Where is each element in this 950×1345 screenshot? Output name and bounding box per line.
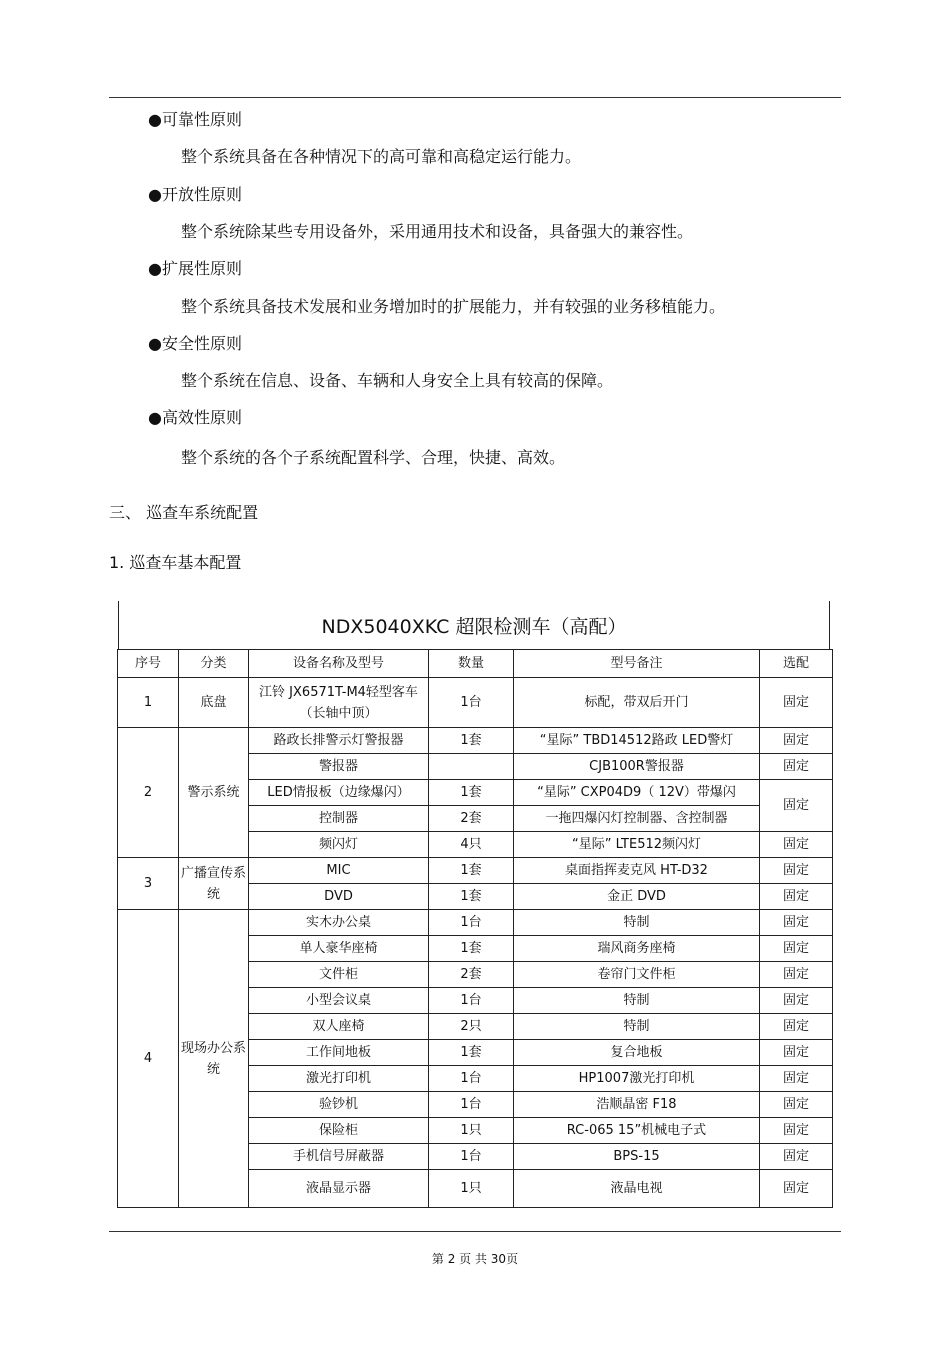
table-row xyxy=(118,910,833,936)
row-remark: CJB100R警报器 xyxy=(514,754,760,780)
row-name: 路政长排警示灯警报器 xyxy=(249,728,429,754)
row-qty: 1只 xyxy=(429,1170,514,1208)
row-opt: 固定 xyxy=(760,832,833,858)
row-qty: 1套 xyxy=(429,936,514,962)
row-qty: 1台 xyxy=(429,910,514,936)
row-qty: 1只 xyxy=(429,1118,514,1144)
principle-desc: 整个系统除某些专用设备外，采用通用技术和设备，具备强大的兼容性。 xyxy=(181,222,694,241)
row-remark: 一拖四爆闪灯控制器、含控制器 xyxy=(514,806,760,832)
row-name: 频闪灯 xyxy=(249,832,429,858)
header-cell: 数量 xyxy=(429,650,514,678)
row-name: 激光打印机 xyxy=(249,1066,429,1092)
table-row xyxy=(118,678,833,728)
row-remark: 金正 DVD xyxy=(514,884,760,910)
row-name: 单人豪华座椅 xyxy=(249,936,429,962)
table-title: NDX5040XKC 超限检测车（高配） xyxy=(118,601,830,649)
row-remark: 标配，带双后开门 xyxy=(514,678,760,728)
row-opt: 固定 xyxy=(760,1066,833,1092)
row-remark: 浩顺晶密 F18 xyxy=(514,1092,760,1118)
row-remark: “星际” TBD14512路政 LED警灯 xyxy=(514,728,760,754)
table-row xyxy=(118,858,833,884)
row-remark: 液晶电视 xyxy=(514,1170,760,1208)
principle-desc: 整个系统的各个子系统配置科学、合理，快捷、高效。 xyxy=(181,448,566,467)
row-opt: 固定 xyxy=(760,884,833,910)
row-name: 警报器 xyxy=(249,754,429,780)
row-category: 警示系统 xyxy=(179,728,249,858)
principle-title: ●扩展性原则 xyxy=(148,259,242,278)
principle-desc: 整个系统具备在各种情况下的高可靠和高稳定运行能力。 xyxy=(181,147,582,166)
row-name: DVD xyxy=(249,884,429,910)
section-heading: 三、 巡查车系统配置 xyxy=(109,503,259,522)
row-category: 广播宣传系统 xyxy=(179,858,249,910)
row-opt: 固定 xyxy=(760,780,833,832)
row-qty: 1台 xyxy=(429,678,514,728)
row-name: 保险柜 xyxy=(249,1118,429,1144)
row-opt: 固定 xyxy=(760,962,833,988)
row-name: 江铃 JX6571T-M4轻型客车（长轴中顶） xyxy=(249,678,429,728)
bullet-icon: ● xyxy=(148,259,162,278)
header-cell: 序号 xyxy=(118,650,179,678)
row-qty: 1台 xyxy=(429,1144,514,1170)
row-qty: 4只 xyxy=(429,832,514,858)
bullet-icon: ● xyxy=(148,408,162,427)
bullet-icon: ● xyxy=(148,334,162,353)
row-no: 3 xyxy=(118,858,179,910)
row-qty: 2套 xyxy=(429,962,514,988)
row-name: 文件柜 xyxy=(249,962,429,988)
principle-title: ●可靠性原则 xyxy=(148,110,242,129)
row-remark: 瑞风商务座椅 xyxy=(514,936,760,962)
row-name: 验钞机 xyxy=(249,1092,429,1118)
row-remark: 特制 xyxy=(514,988,760,1014)
bullet-icon: ● xyxy=(148,185,162,204)
row-qty: 1套 xyxy=(429,858,514,884)
row-remark: 卷帘门文件柜 xyxy=(514,962,760,988)
row-opt: 固定 xyxy=(760,1092,833,1118)
principle-title: ●开放性原则 xyxy=(148,185,242,204)
row-opt: 固定 xyxy=(760,858,833,884)
row-qty: 1台 xyxy=(429,988,514,1014)
row-remark: “星际” LTE512频闪灯 xyxy=(514,832,760,858)
row-qty: 1套 xyxy=(429,728,514,754)
row-qty: 2只 xyxy=(429,1014,514,1040)
row-remark: RC-065 15”机械电子式 xyxy=(514,1118,760,1144)
row-name: 实木办公桌 xyxy=(249,910,429,936)
bullet-icon: ● xyxy=(148,110,162,129)
subsection-heading: 1. 巡查车基本配置 xyxy=(109,553,242,572)
row-qty: 1套 xyxy=(429,780,514,806)
row-name: LED情报板（边缘爆闪） xyxy=(249,780,429,806)
table-header-row xyxy=(118,650,833,678)
row-opt: 固定 xyxy=(760,910,833,936)
row-name: 小型会议桌 xyxy=(249,988,429,1014)
row-remark: 特制 xyxy=(514,1014,760,1040)
header-rule xyxy=(109,97,841,98)
principle-title: ●安全性原则 xyxy=(148,334,242,353)
row-opt: 固定 xyxy=(760,1144,833,1170)
row-name: MIC xyxy=(249,858,429,884)
row-no: 1 xyxy=(118,678,179,728)
footer-rule xyxy=(109,1231,841,1232)
row-remark: “星际” CXP04D9（ 12V）带爆闪 xyxy=(514,780,760,806)
header-cell: 设备名称及型号 xyxy=(249,650,429,678)
row-opt: 固定 xyxy=(760,988,833,1014)
row-opt: 固定 xyxy=(760,1170,833,1208)
row-remark: 特制 xyxy=(514,910,760,936)
header-cell: 型号备注 xyxy=(514,650,760,678)
row-name: 工作间地板 xyxy=(249,1040,429,1066)
row-qty: 1台 xyxy=(429,1092,514,1118)
row-opt: 固定 xyxy=(760,678,833,728)
row-qty: 1台 xyxy=(429,1066,514,1092)
row-remark: HP1007激光打印机 xyxy=(514,1066,760,1092)
header-cell: 选配 xyxy=(760,650,833,678)
row-opt: 固定 xyxy=(760,1040,833,1066)
page-number: 第 2 页 共 30页 xyxy=(431,1252,519,1266)
row-qty: 1套 xyxy=(429,1040,514,1066)
row-name: 液晶显示器 xyxy=(249,1170,429,1208)
row-opt: 固定 xyxy=(760,754,833,780)
config-table xyxy=(117,649,833,1208)
row-qty: 1套 xyxy=(429,884,514,910)
row-qty xyxy=(429,754,514,780)
row-remark: 桌面指挥麦克风 HT-D32 xyxy=(514,858,760,884)
header-cell: 分类 xyxy=(179,650,249,678)
row-no: 2 xyxy=(118,728,179,858)
row-remark: BPS-15 xyxy=(514,1144,760,1170)
principle-title: ●高效性原则 xyxy=(148,408,242,427)
row-name: 控制器 xyxy=(249,806,429,832)
row-qty: 2套 xyxy=(429,806,514,832)
row-remark: 复合地板 xyxy=(514,1040,760,1066)
row-category: 底盘 xyxy=(179,678,249,728)
row-category: 现场办公系统 xyxy=(179,910,249,1208)
row-name: 手机信号屏蔽器 xyxy=(249,1144,429,1170)
principle-desc: 整个系统具备技术发展和业务增加时的扩展能力，并有较强的业务移植能力。 xyxy=(181,297,726,316)
row-opt: 固定 xyxy=(760,1014,833,1040)
row-name: 双人座椅 xyxy=(249,1014,429,1040)
row-opt: 固定 xyxy=(760,728,833,754)
table-row xyxy=(118,728,833,754)
row-opt: 固定 xyxy=(760,1118,833,1144)
row-opt: 固定 xyxy=(760,936,833,962)
principle-desc: 整个系统在信息、设备、车辆和人身安全上具有较高的保障。 xyxy=(181,371,614,390)
row-no: 4 xyxy=(118,910,179,1208)
